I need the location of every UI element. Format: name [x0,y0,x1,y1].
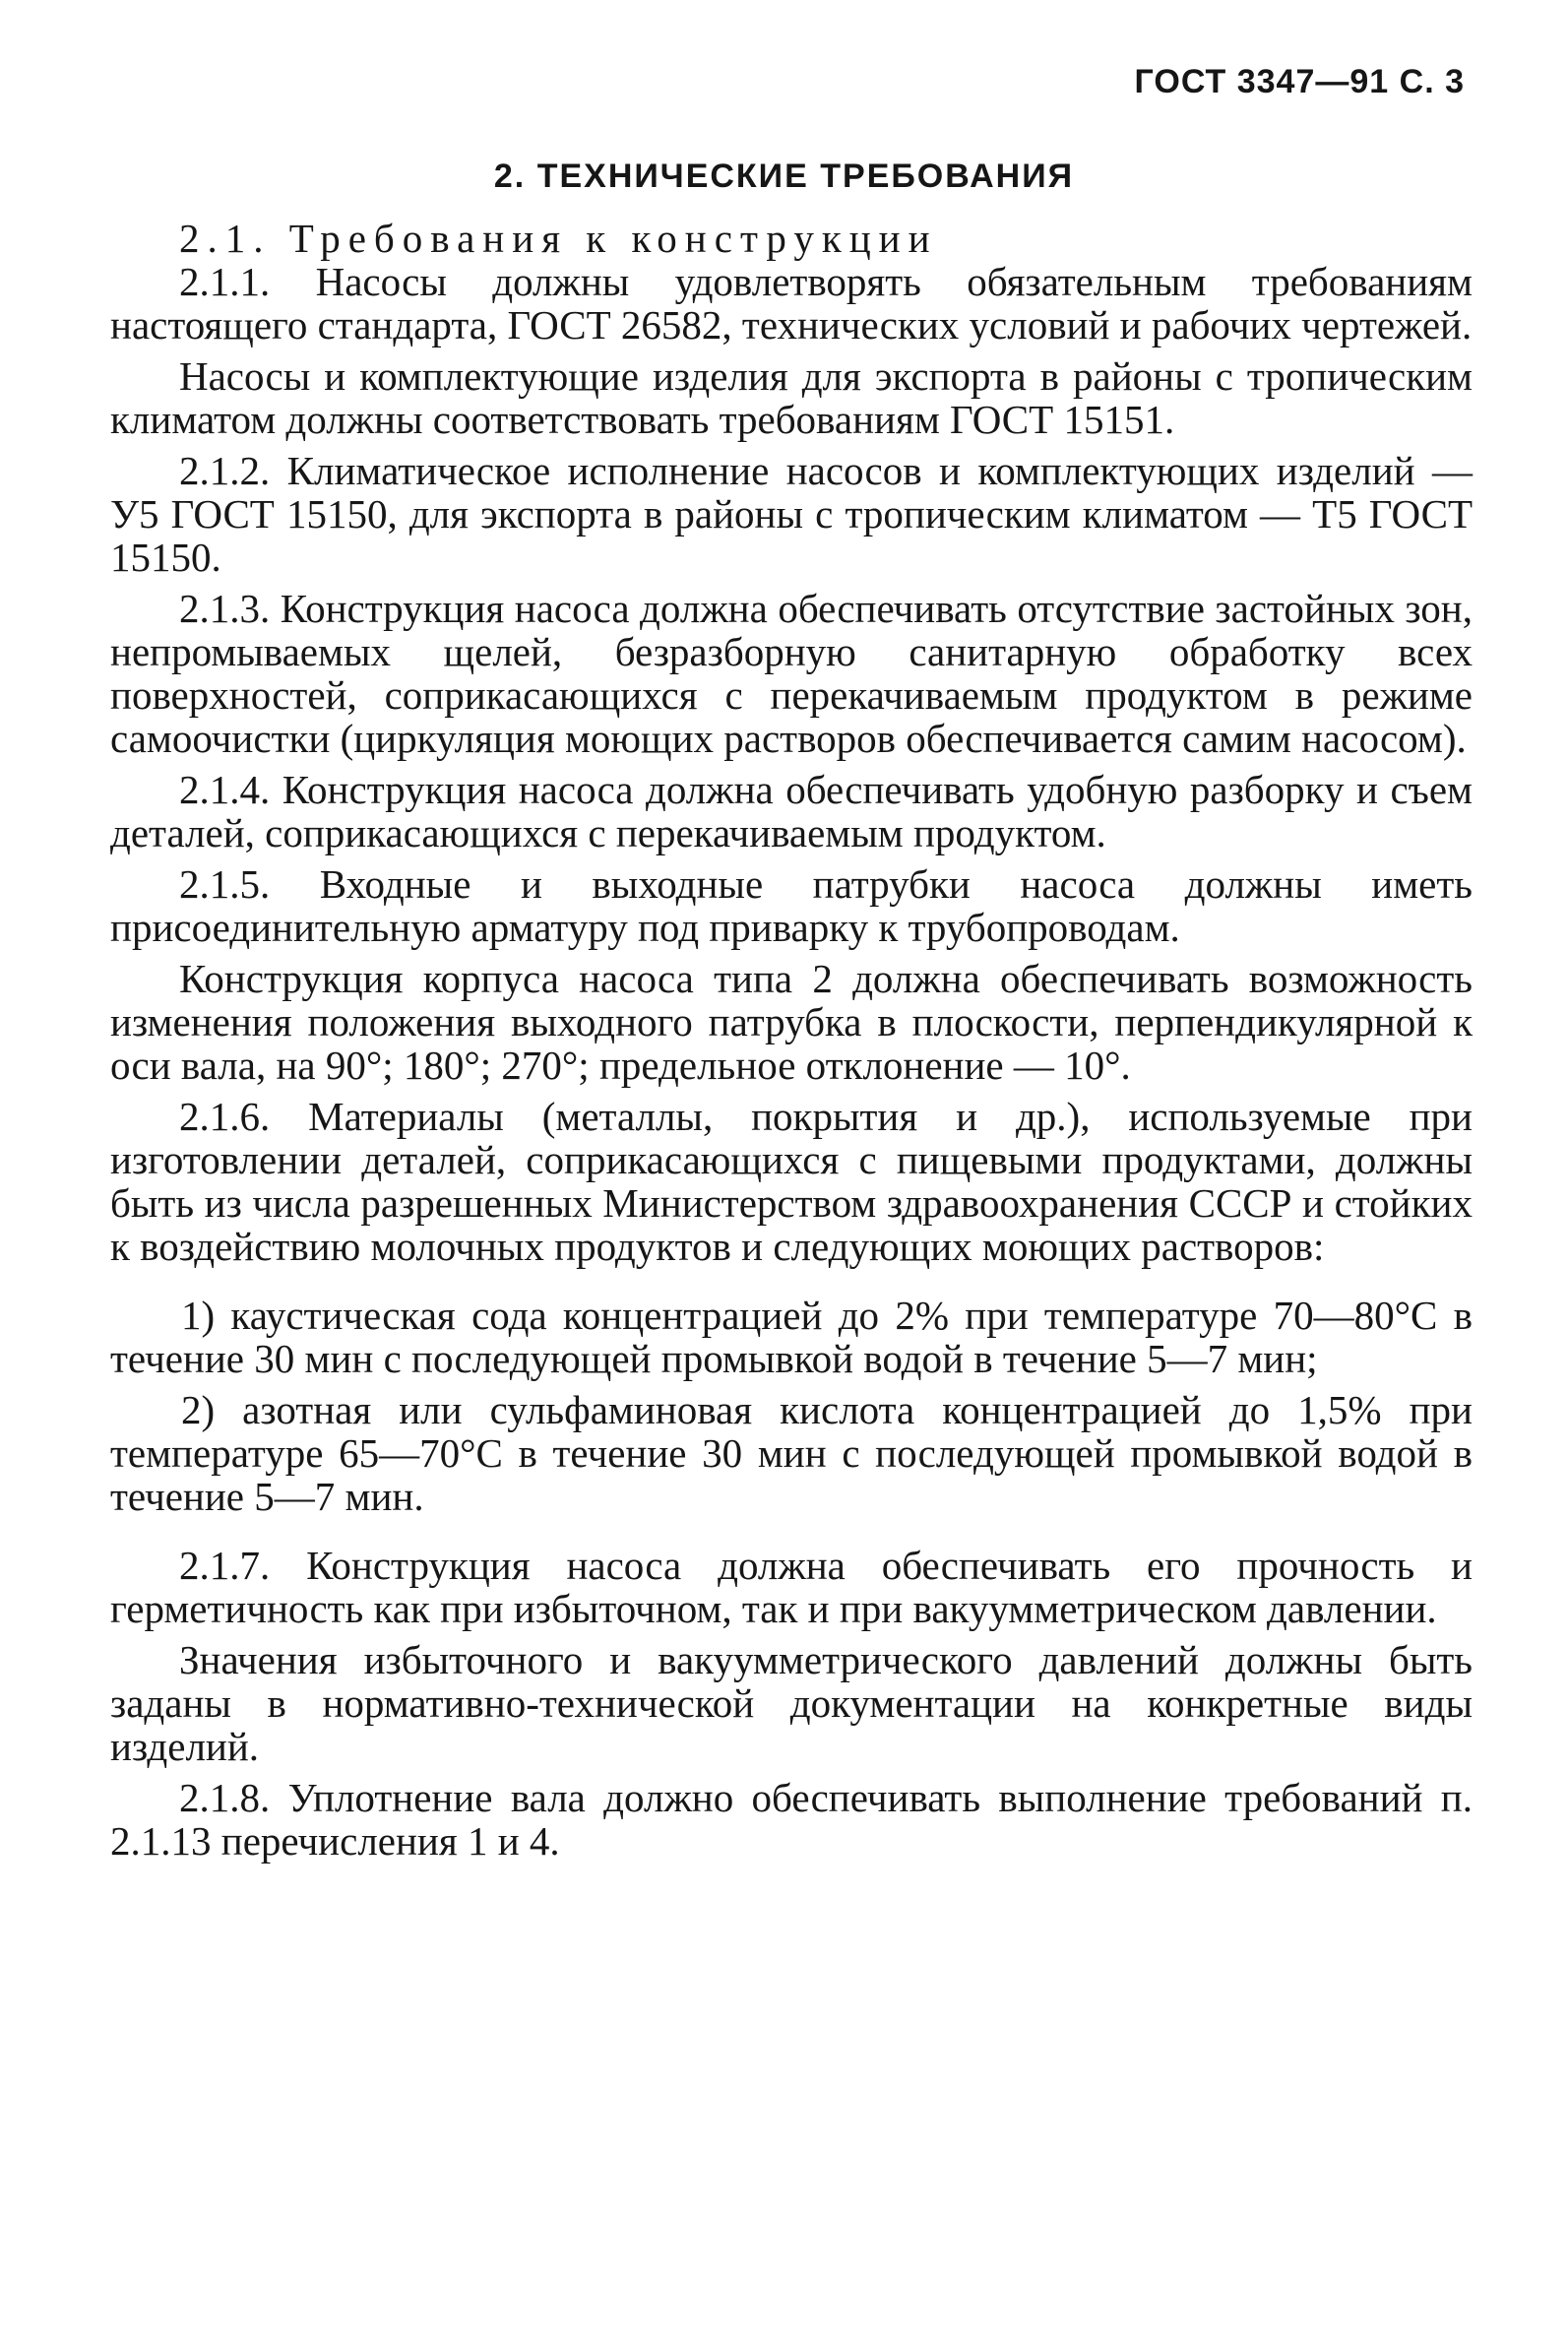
paragraph-2-1-1: 2.1.1. Насосы должны удовлетворять обязательным требованиям настоящего стандарта, ГОСТ 26582, технических условий и рабочих чертежей. [110,259,1473,348]
paragraph-2-1-2: 2.1.2. Климатическое исполнение насосов и комплектующих изделий — У5 ГОСТ 15150, для экспорта в районы с тропическим климатом — Т5 ГОСТ 15150. [110,448,1473,580]
document-body [110,217,1473,1863]
list-item-2: 2) азотная или сульфаминовая кислота концентрацией до 1,5% при температуре 65—70°С в течение 30 мин с последующей промывкой водой в течение 5—7 мин. [110,1387,1473,1519]
subsection-title: 2.1. Требования к конструкции [179,216,938,261]
paragraph-2-1-8: 2.1.8. Уплотнение вала должно обеспечивать выполнение требований п. 2.1.13 перечисления 1 и 4. [110,1775,1473,1864]
paragraph-pressure: Значения избыточного и вакуумметрического давлений должны быть заданы в нормативно-технической документации на конкретные виды изделий. [110,1637,1473,1769]
paragraph-housing: Конструкция корпуса насоса типа 2 должна обеспечивать возможность изменения положения выходного патрубка в плоскости, перпендикулярной к оси вала, на 90°; 180°; 270°; предельное отклонение — 10°. [110,956,1473,1088]
list-item-1: 1) каустическая сода концентрацией до 2% при температуре 70—80°С в течение 30 мин с последующей промывкой водой в течение 5—7 мин; [110,1293,1473,1381]
paragraph-2-1-5: 2.1.5. Входные и выходные патрубки насоса должны иметь присоединительную арматуру под приварку к трубопроводам. [110,861,1473,950]
paragraph-2-1-4: 2.1.4. Конструкция насоса должна обеспечивать удобную разборку и съем деталей, соприкасающихся с перекачиваемым продуктом. [110,767,1473,855]
paragraph-2-1-3: 2.1.3. Конструкция насоса должна обеспечивать отсутствие застойных зон, непромываемых щелей, безразборную санитарную обработку всех поверхностей, соприкасающихся с перекачиваемым продуктом в режиме самоочистки (циркуляция моющих растворов обеспечивается самим насосом). [110,586,1473,761]
section-title: 2. ТЕХНИЧЕСКИЕ ТРЕБОВАНИЯ [493,158,1075,195]
paragraph-2-1-6: 2.1.6. Материалы (металлы, покрытия и др.), используемые при изготовлении деталей, соприкасающихся с пищевыми продуктами, должны быть из числа разрешенных Министерством здравоохранения СССР и стойких к воздействию молочных продуктов и следующих моющих растворов: [110,1094,1473,1269]
paragraph-export: Насосы и комплектующие изделия для экспорта в районы с тропическим климатом должны соответствовать требованиям ГОСТ 15151. [110,353,1473,442]
page-header: ГОСТ 3347—91 С. 3 [1134,63,1465,100]
paragraph-2-1-7: 2.1.7. Конструкция насоса должна обеспечивать его прочность и герметичность как при избыточном, так и при вакуумметрическом давлении. [110,1543,1473,1631]
